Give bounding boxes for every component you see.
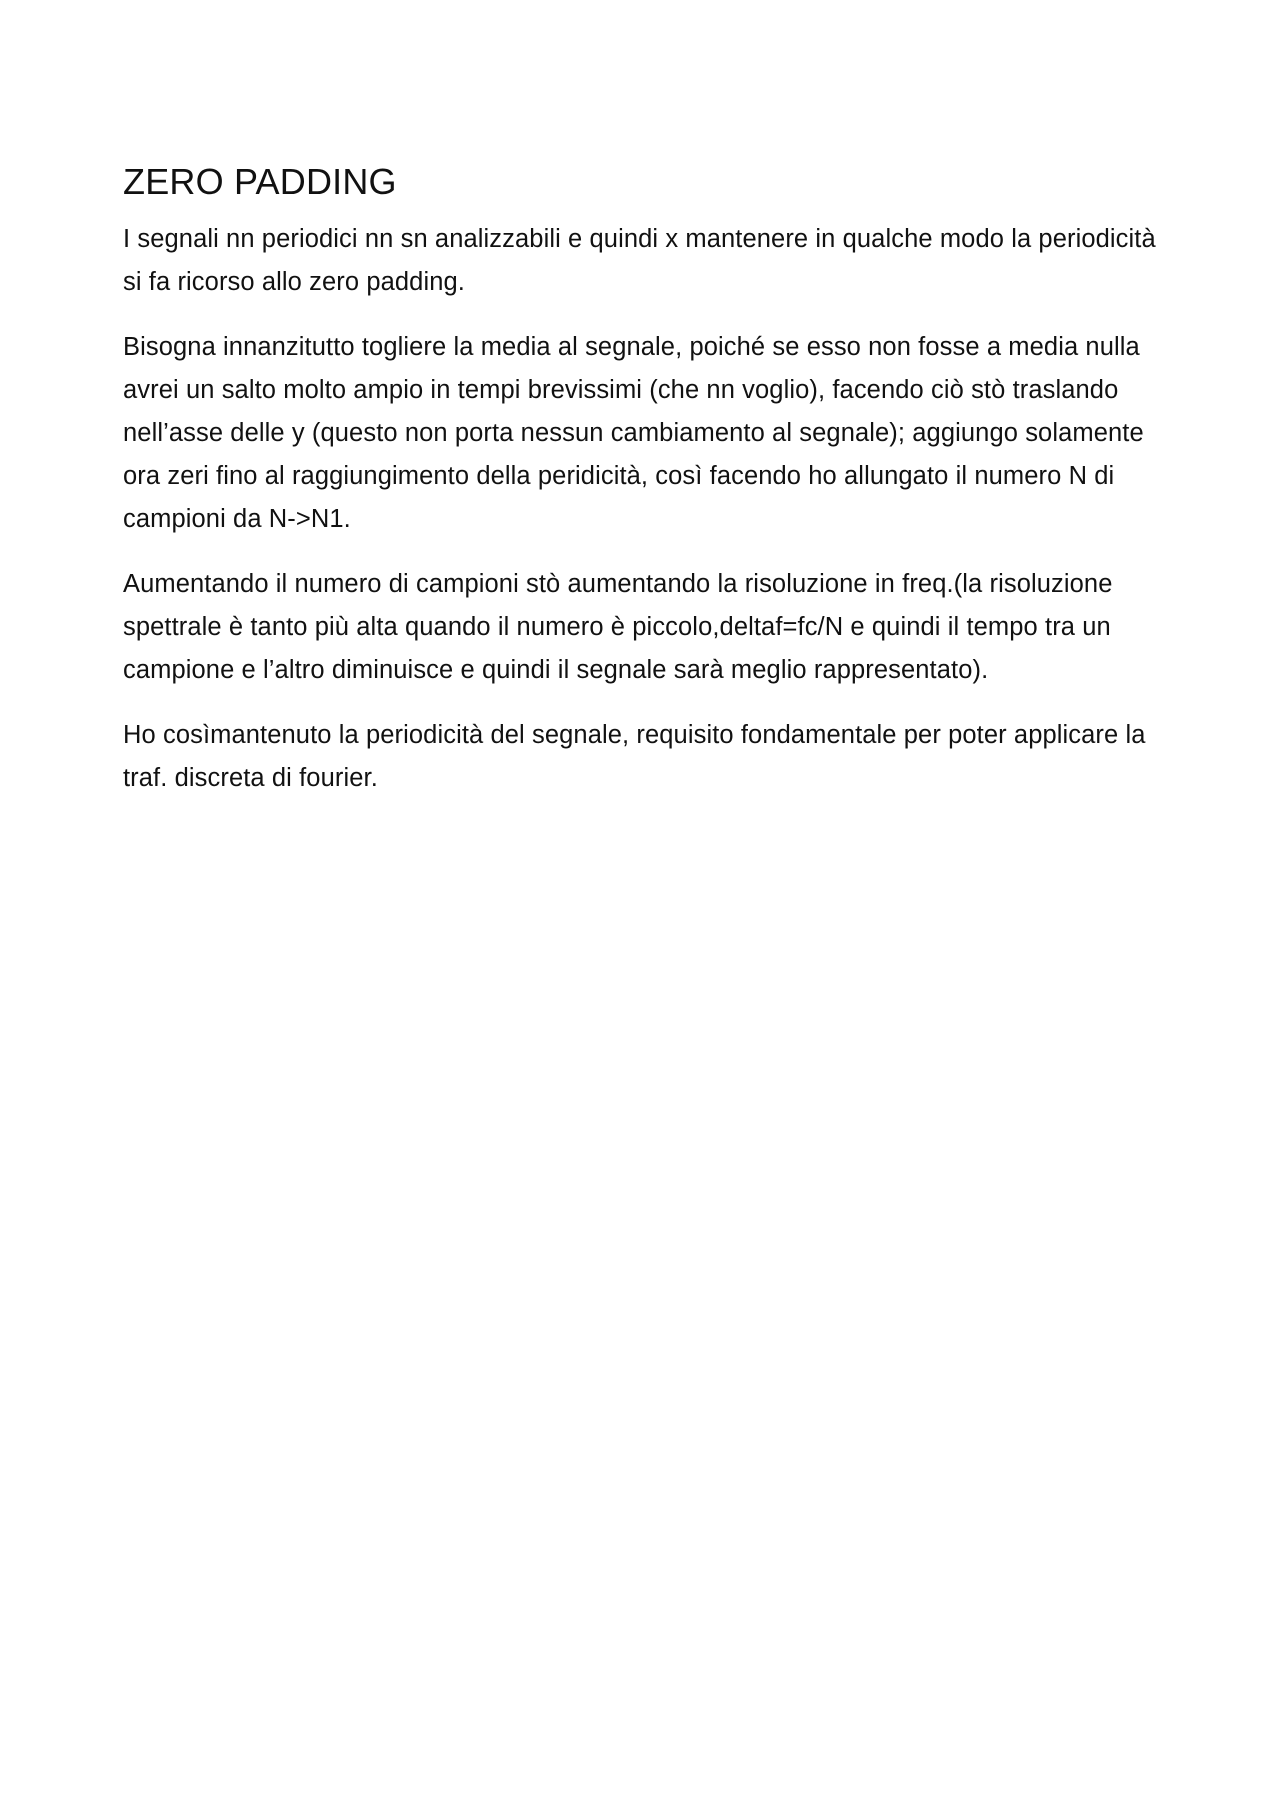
document-body	[123, 160, 1178, 822]
paragraph-intro: I segnali nn periodici nn sn analizzabili e quindi x mantenere in qualche modo la periodicità si fa ricorso allo zero padding.	[123, 225, 1156, 296]
paragraph-resolution: Aumentando il numero di campioni stò aumentando la risoluzione in freq.(la risoluzione spettrale è tanto più alta quando il numero è piccolo,deltaf=fc/N e quindi il tempo tra un campione e l’altro diminuisce e quindi il segnale sarà meglio rappresentato).	[123, 570, 1113, 684]
page-title: ZERO PADDING	[123, 161, 397, 202]
paragraph-remove-mean: Bisogna innanzitutto togliere la media al segnale, poiché se esso non fosse a media nulla avrei un salto molto ampio in tempi brevissimi (che nn voglio), facendo ciò stò traslando nell’asse delle y (questo non porta nessun cambiamento al segnale); aggiungo solamente ora zeri fino al raggiungimento della peridicità, così facendo ho allungato il numero N di campioni da N->N1.	[123, 333, 1144, 533]
paragraph-conclusion: Ho cosìmantenuto la periodicità del segnale, requisito fondamentale per poter applicare la traf. discreta di fourier.	[123, 721, 1146, 792]
